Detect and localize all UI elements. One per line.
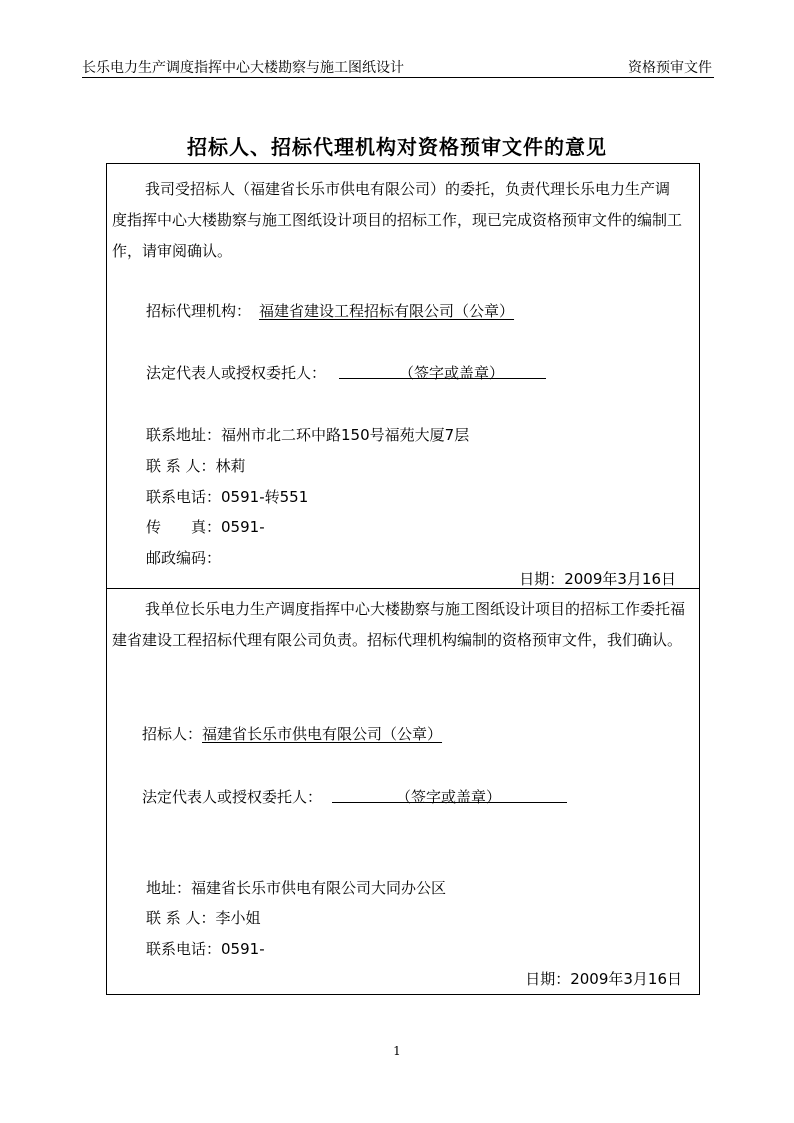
section1-phone-row [146, 486, 308, 507]
section1-rep-value: （签字或盖章） [399, 364, 505, 382]
header-document-type: 资格预审文件 [628, 60, 712, 76]
section1-phone-value: 0591-转551 [221, 488, 309, 506]
section2-date: 日期：2009年3月16日 [525, 970, 682, 988]
section2-rep-value: （签字或盖章） [396, 788, 502, 806]
section1-agency-value: 福建省建设工程招标有限公司（公章） [259, 302, 515, 320]
section2-phone-value: 0591- [221, 940, 265, 958]
section2-rep-label: 法定代表人或授权委托人： [142, 788, 323, 806]
section1-postcode-label: 邮政编码： [146, 549, 222, 567]
section2-phone-row [146, 938, 265, 959]
section1-postcode-row [146, 547, 221, 568]
section2-contact-label: 联 系 人： [146, 909, 216, 927]
page-title: 招标人、招标代理机构对资格预审文件的意见 [187, 135, 607, 159]
section2-phone-label: 联系电话： [146, 940, 222, 958]
section1-agency-row [146, 300, 532, 321]
section1-contact-value: 林莉 [215, 457, 246, 475]
section1-date: 日期：2009年3月16日 [519, 570, 676, 588]
section2-contact-value: 李小姐 [215, 909, 261, 927]
section1-rep-label: 法定代表人或授权委托人： [146, 364, 327, 382]
section2-paragraph: 我单位长乐电力生产调度指挥中心大楼勘察与施工图纸设计项目的招标工作委托福建省建设工程招标代理有限公司负责。招标代理机构编制的资格预审文件，我们确认。 [112, 600, 686, 649]
section2-tenderer-label: 招标人： [142, 725, 203, 743]
section2-address-value: 福建省长乐市供电有限公司大同办公区 [191, 879, 447, 897]
section1-fax-value: 0591- [221, 518, 265, 536]
section1-fax-row [146, 516, 265, 537]
section1-contact-label: 联 系 人： [146, 457, 216, 475]
section1-address-row [146, 424, 469, 445]
section1-agency-label: 招标代理机构： [146, 302, 252, 320]
section1-address-value: 福州市北二环中路150号福苑大厦7层 [221, 426, 470, 444]
header-rule [82, 77, 714, 78]
section2-address-row [146, 877, 446, 898]
page-number: 1 [393, 1044, 401, 1058]
section2-tenderer-row [142, 723, 446, 744]
section1-phone-label: 联系电话： [146, 488, 222, 506]
header-project-title: 长乐电力生产调度指挥中心大楼勘察与施工图纸设计 [82, 60, 404, 76]
section2-address-label: 地址： [146, 879, 192, 897]
section2-contact-row [146, 907, 261, 928]
section2-tenderer-value: 福建省长乐市供电有限公司（公章） [202, 725, 443, 743]
section1-fax-label: 传 真： [146, 518, 222, 536]
section1-contact-row [146, 455, 246, 476]
section1-address-label: 联系地址： [146, 426, 222, 444]
section1-paragraph: 我司受招标人（福建省长乐市供电有限公司）的委托，负责代理长乐电力生产调度指挥中心大楼勘察与施工图纸设计项目的招标工作，现已完成资格预审文件的编制工作，请审阅确认。 [112, 180, 683, 260]
